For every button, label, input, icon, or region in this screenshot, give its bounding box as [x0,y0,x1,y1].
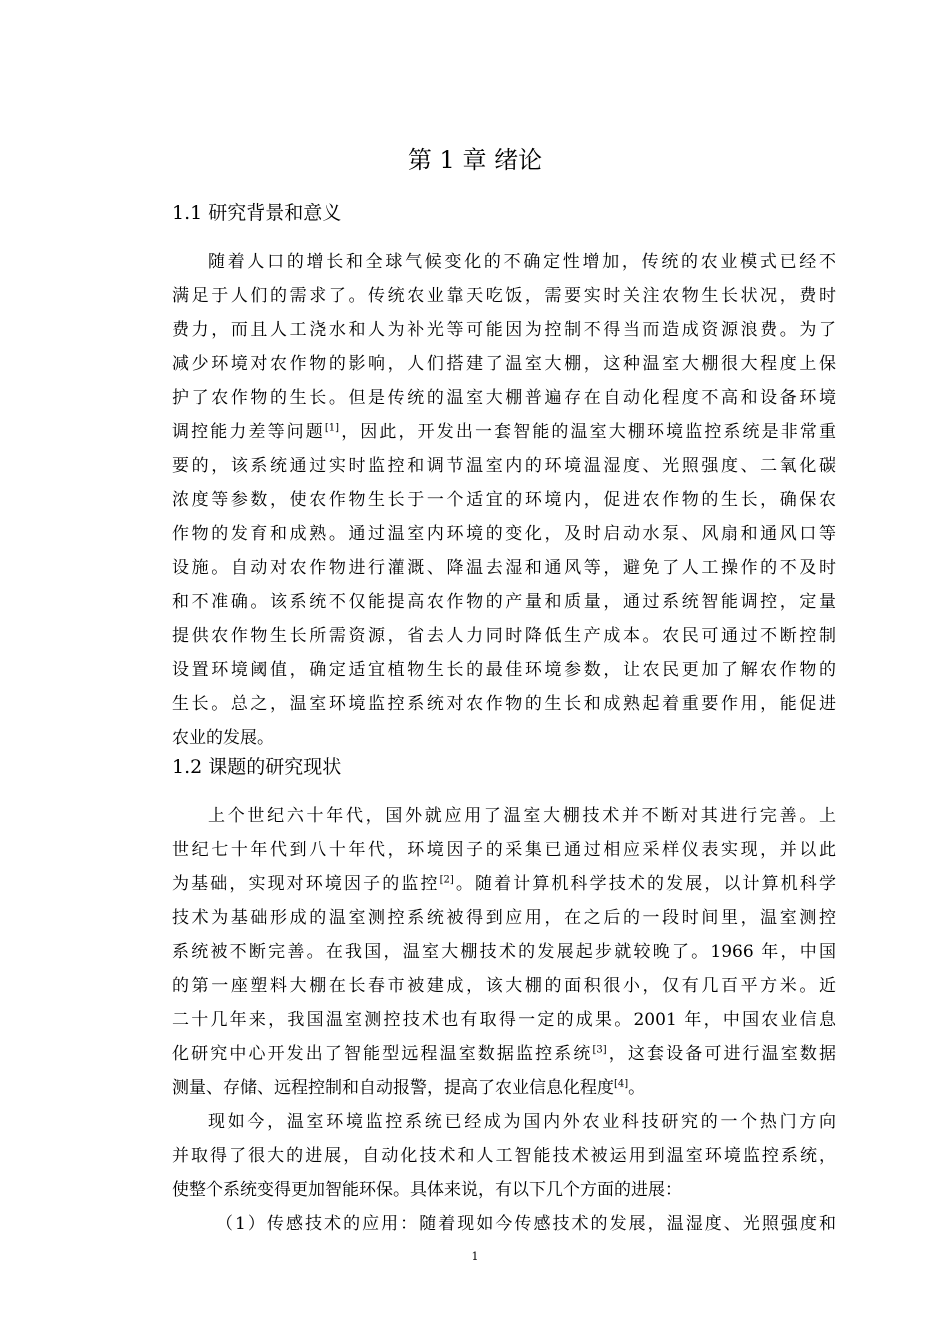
text-run: ，这套设备可进行温室数据 [606,1044,837,1064]
text-line: 现如今，温室环境监控系统已经成为国内外农业科技研究的一个热门方向 [208,1112,836,1132]
text-line: 和不准确。该系统不仅能提高农作物的产量和质量，通过系统智能调控，定量 [172,592,836,612]
text-line: 生长。总之，温室环境监控系统对农作物的生长和成熟起着重要作用，能促进 [172,694,836,714]
page-number: 1 [471,1250,479,1263]
text-line: 作物的发育和成熟。通过温室内环境的变化，及时启动水泵、风扇和通风口等 [172,524,836,544]
text-line: 使整个系统变得更加智能环保。具体来说，有以下几个方面的进展： [172,1180,682,1200]
text-run: ，因此，开发出一套智能的温室大棚环境监控系统是非常重 [339,422,837,442]
text-line: 费力，而且人工浇水和人为补光等可能因为控制不得当而造成资源浪费。为了 [172,320,836,340]
text-line: 要的，该系统通过实时监控和调节温室内的环境温湿度、光照强度、二氧化碳 [172,456,836,476]
text-line: 上个世纪六十年代，国外就应用了温室大棚技术并不断对其进行完善。上 [208,806,836,826]
text-run: 测量、存储、远程控制和自动报警，提高了农业信息化程度 [172,1078,614,1098]
citation-ref: [1] [324,422,340,434]
text-line: 提供农作物生长所需资源，省去人力同时降低生产成本。农民可通过不断控制 [172,626,836,646]
text-line: 技术为基础形成的温室测控系统被得到应用，在之后的一段时间里，温室测控 [172,908,836,928]
text-line: 减少环境对农作物的影响，人们搭建了温室大棚，这种温室大棚很大程度上保 [172,354,836,374]
citation-ref: [4] [614,1078,629,1090]
text-line [172,1037,836,1071]
text-line: 农业的发展。 [172,728,274,748]
text-run: 为基础，实现对环境因子的监控 [172,874,440,894]
text-line: 并取得了很大的进展，自动化技术和人工智能技术被运用到温室环境监控系统， [172,1146,836,1166]
text-line: 设置环境阈值，确定适宜植物生长的最佳环境参数，让农民更加了解农作物的 [172,660,836,680]
text-run: 调控能力差等问题 [172,422,325,442]
text-line: 世纪七十年代到八十年代，环境因子的采集已通过相应采样仪表实现，并以此 [172,840,836,860]
text-line: 二十几年来，我国温室测控技术也有取得一定的成果。2001 年，中国农业信息 [172,1010,836,1030]
text-run: 化研究中心开发出了智能型远程温室数据监控系统 [172,1044,593,1064]
text-run: 。随着计算机科学技术的发展，以计算机科学 [453,874,837,894]
text-line [172,415,836,449]
text-line: 系统被不断完善。在我国，温室大棚技术的发展起步就较晚了。1966 年，中国 [172,942,836,962]
text-line: 随着人口的增长和全球气候变化的不确定性增加，传统的农业模式已经不 [208,252,836,272]
text-line: 护了农作物的生长。但是传统的温室大棚普遍存在自动化程度不高和设备环境 [172,388,836,408]
text-line [172,867,836,901]
section-heading-1-1: 1.1 研究背景和意义 [172,202,342,224]
text-line: 浓度等参数，使农作物生长于一个适宜的环境内，促进农作物的生长，确保农 [172,490,836,510]
citation-ref: [2] [439,874,454,886]
chapter-title: 第 1 章 绪论 [407,146,543,174]
text-line [172,1071,836,1105]
text-line: 设施。自动对农作物进行灌溉、降温去湿和通风等，避免了人工操作的不及时 [172,558,836,578]
text-run: 。 [628,1078,646,1098]
list-item: （1）传感技术的应用：随着现如今传感技术的发展，温湿度、光照强度和 [216,1214,836,1234]
text-line: 的第一座塑料大棚在长春市被建成，该大棚的面积很小，仅有几百平方米。近 [172,976,836,996]
citation-ref: [3] [592,1044,607,1056]
section-heading-1-2: 1.2 课题的研究现状 [172,756,342,778]
text-line: 满足于人们的需求了。传统农业靠天吃饭，需要实时关注农物生长状况，费时 [172,286,836,306]
